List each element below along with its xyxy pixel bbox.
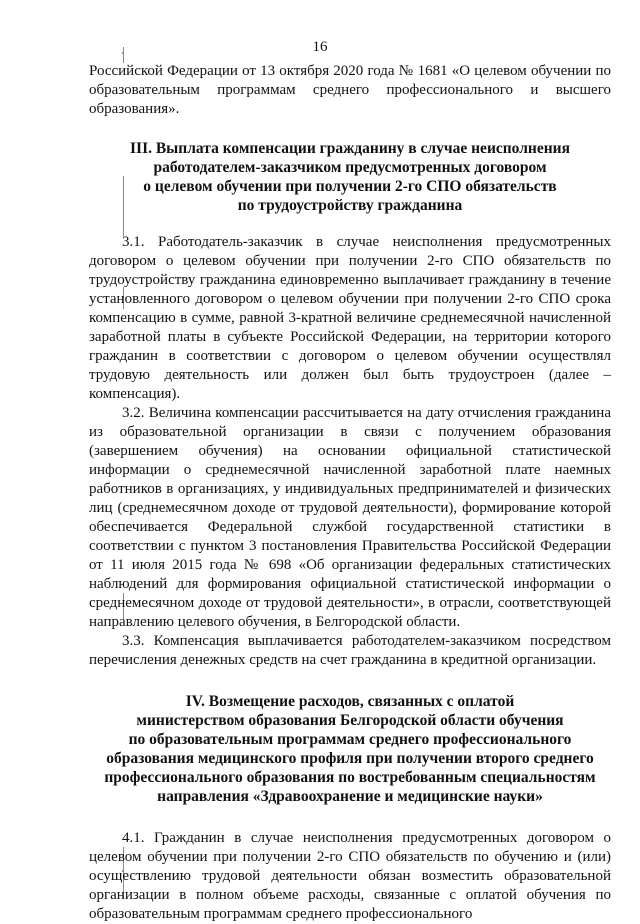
section-4-heading-line-5: профессионального образования по востребованным специальностям	[104, 769, 596, 786]
section-4-heading-line-2: министерством образования Белгородской области обучения	[136, 712, 564, 729]
scan-margin-mark	[123, 47, 124, 63]
section-4-heading-line-4: образования медицинского профиля при получении второго среднего	[106, 750, 594, 767]
document-body	[89, 62, 611, 924]
section-3-heading-line-2: работодателем-заказчиком предусмотренных договором	[153, 159, 547, 176]
section-4-heading-line-1: IV. Возмещение расходов, связанных с оплатой	[185, 693, 515, 710]
section-4-heading-line-6: направления «Здравоохранение и медицинские науки»	[157, 788, 543, 805]
section-3-heading-line-1: III. Выплата компенсации гражданину в случае неисполнения	[130, 140, 570, 157]
scan-dot-mark	[122, 52, 124, 54]
section-3-heading	[89, 139, 611, 215]
paragraph-3-1: 3.1. Работодатель-заказчик в случае неисполнения предусмотренных договором о целевом обучении при получении 2-го СПО обязательств по трудоустройству гражданина единовременно выплачивает гражданину в течение установленного договором о целевом обучении при получении 2-го СПО срока компенсацию в сумме, равной 3-кратной величине среднемесячной начисленной заработной платы в субъекте Российской Федерации, на территории которого гражданин в соответствии с договором о целевом обучении осуществлял трудовую деятельность или должен был быть трудоустроен (далее – компенсация).	[89, 234, 611, 402]
section-4-heading-line-3: по образовательным программам среднего профессионального	[128, 731, 572, 748]
intro-paragraph: Российской Федерации от 13 октября 2020 года № 1681 «О целевом обучении по образовательным программам среднего профессионального и высшего образования».	[89, 63, 611, 117]
section-3-heading-line-4: по трудоустройству гражданина	[237, 197, 463, 214]
section-4-heading	[89, 692, 611, 806]
paragraph-3-2: 3.2. Величина компенсации рассчитывается на дату отчисления гражданина из образовательной организации в связи с получением образования (завершением обучения) на основании официальной статистической информации о среднемесячной начисленной заработной плате наемных работников в организациях, у индивидуальных предпринимателей и физических лиц (среднемесячном доходе от трудовой деятельности), формирование которой обеспечивается Федеральной службой государственной статистики в соответствии с пунктом 3 постановления Правительства Российской Федерации от 11 июля 2015 года № 698 «Об организации федеральных статистических наблюдений для формирования официальной статистической информации о среднемесячном доходе от трудовой деятельности», в отрасли, соответствующей направлению целевого обучения, в Белгородской области.	[89, 405, 611, 630]
paragraph-4-1: 4.1. Гражданин в случае неисполнения предусмотренных договором о целевом обучении при получении 2-го СПО обязательств по обучению и (или) осуществлению трудовой деятельности обязан возместить образовательной организации в полном объеме расходы, связанные с оплатой обучения по образовательным программам среднего профессионального	[89, 830, 611, 922]
paragraph-3-3: 3.3. Компенсация выплачивается работодателем-заказчиком посредством перечисления денежных средств на счет гражданина в кредитной организации.	[89, 633, 611, 668]
page-number: 16	[312, 39, 328, 55]
section-3-heading-line-3: о целевом обучении при получении 2-го СПО обязательств	[143, 178, 557, 195]
